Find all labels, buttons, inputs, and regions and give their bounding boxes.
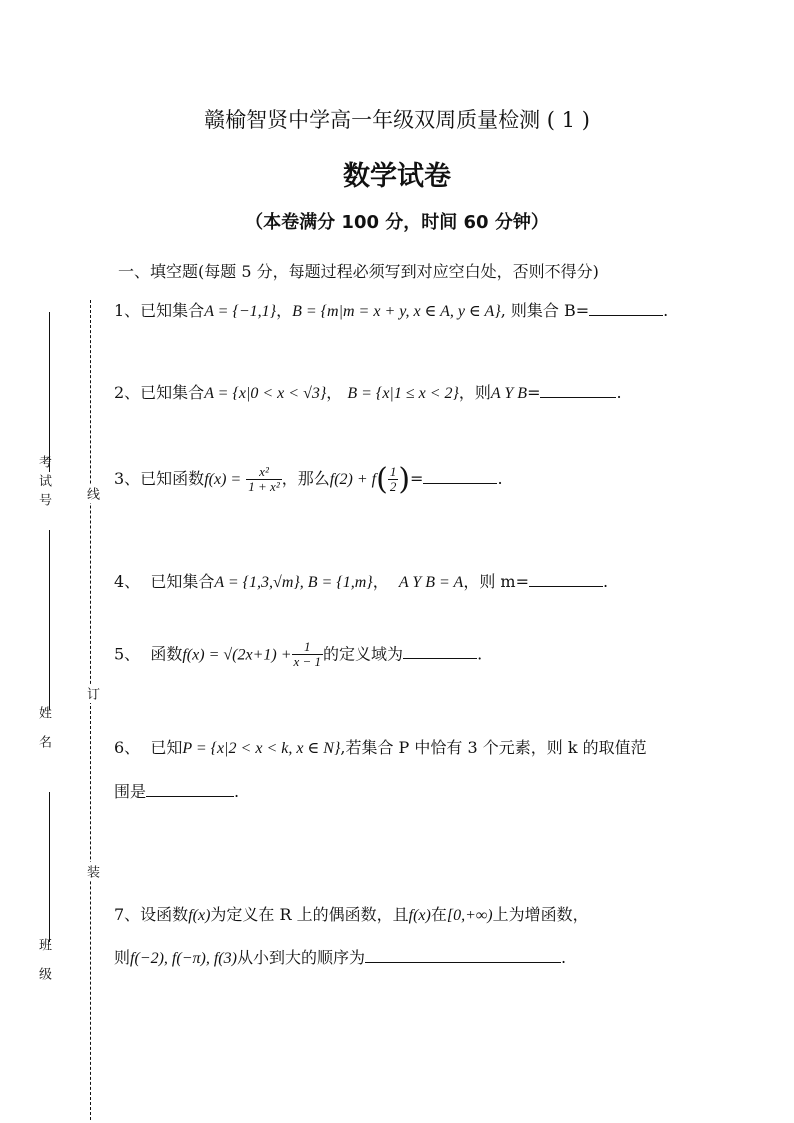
q7-prefix: 7、设函数 bbox=[114, 905, 189, 924]
binding-line-top bbox=[49, 312, 50, 472]
q2-set-b: B = {x|1 ≤ x < 2} bbox=[347, 385, 459, 402]
section-title: 一、填空题(每题 5 分，每题过程必须写到对应空白处，否则不得分) bbox=[118, 262, 599, 281]
q5-func: f(x) = √(2x+1) + bbox=[182, 646, 292, 664]
q3-fraction bbox=[246, 465, 281, 495]
q3-prefix: 3、已知函数 bbox=[114, 469, 205, 488]
q6-set: P = {x|2 < x < k, x ∈ N} bbox=[182, 740, 341, 757]
answer-blank-2[interactable] bbox=[540, 383, 616, 398]
q3-denominator: 1 + x² bbox=[248, 479, 280, 494]
q5-denominator: x − 1 bbox=[293, 654, 322, 670]
answer-blank-3[interactable] bbox=[423, 469, 497, 484]
q7-end: . bbox=[560, 948, 567, 967]
q6-prefix: 6、 已知 bbox=[114, 738, 183, 757]
cut-label-line: 线 bbox=[82, 484, 101, 503]
school-exam-title: 赣榆智贤中学高一年级双周质量检测 ( 1 ) bbox=[204, 108, 590, 132]
q5-suffix: 的定义域为 bbox=[323, 644, 404, 664]
q3-paren-close: ) bbox=[398, 462, 411, 497]
cut-line bbox=[90, 300, 91, 1120]
q4-cond: A Y B = A bbox=[398, 574, 464, 591]
q4-prefix: 4、 已知集合 bbox=[114, 572, 215, 591]
q1-set-b: B = {m|m = x + y, x ∈ A, y ∈ A} bbox=[292, 303, 501, 320]
q1-prefix: 1、已知集合 bbox=[114, 301, 205, 320]
q7-line2-prefix: 则 bbox=[114, 948, 131, 967]
q6-text: ,若集合 P 中恰有 3 个元素，则 k 的取值范 bbox=[340, 738, 647, 757]
cut-label-bind: 装 bbox=[82, 862, 101, 881]
q7-f1: f(x) bbox=[188, 907, 211, 924]
q5-prefix: 5、 函数 bbox=[114, 644, 183, 664]
q4-end: . bbox=[603, 572, 609, 591]
question-5 bbox=[114, 640, 482, 670]
subject-title: 数学试卷 bbox=[343, 161, 451, 192]
q1-set-a: A = {−1,1} bbox=[204, 303, 277, 320]
q3-paren-open: ( bbox=[376, 462, 388, 497]
q3-end: . bbox=[497, 469, 503, 488]
question-7-line-2 bbox=[114, 945, 566, 968]
q5-fraction bbox=[292, 640, 324, 670]
q3-suffix: = bbox=[410, 469, 424, 488]
q2-set-a: A = {x|0 < x < √3} bbox=[204, 385, 327, 402]
cut-label-order: 订 bbox=[82, 684, 101, 703]
q6-line2: 围是 bbox=[114, 782, 147, 801]
question-2: 2、已知集合A = {x|0 < x < √3}， B = {x|1 ≤ x < 2}，则A Y B= . bbox=[114, 383, 622, 402]
answer-blank-6[interactable] bbox=[146, 782, 234, 797]
q3-mid: ，那么 bbox=[281, 469, 330, 488]
answer-blank-1[interactable] bbox=[589, 301, 663, 316]
q7-f2: f(x) bbox=[408, 907, 431, 924]
q4-mid: ， bbox=[372, 572, 389, 591]
q2-prefix: 2、已知集合 bbox=[114, 383, 205, 402]
q7-vals: f(−2), f(−π), f(3) bbox=[130, 950, 237, 967]
question-3 bbox=[114, 462, 503, 497]
q1-suffix: , 则集合 B= bbox=[500, 301, 590, 320]
q3-numerator: x² bbox=[246, 465, 281, 480]
question-4 bbox=[114, 569, 608, 592]
q4-suffix: ，则 m= bbox=[463, 572, 529, 591]
field-exam-number-label: 考试号 bbox=[36, 455, 51, 512]
q3-expr: f(2) + f bbox=[329, 471, 377, 488]
q3-half-den: 2 bbox=[389, 479, 397, 494]
q3-func: f(x) = bbox=[204, 471, 242, 488]
q4-sets: A = {1,3,√m}, B = {1,m} bbox=[214, 574, 373, 591]
field-name-label: 姓 名 bbox=[36, 706, 51, 755]
q2-expr: A Y B bbox=[490, 385, 528, 402]
q5-end: . bbox=[477, 644, 483, 664]
q2-suffix: = bbox=[527, 383, 541, 402]
question-6-line-2 bbox=[114, 779, 239, 802]
answer-blank-5[interactable] bbox=[403, 644, 477, 659]
q7-text1: 为定义在 R 上的偶函数，且 bbox=[210, 905, 409, 924]
answer-blank-4[interactable] bbox=[529, 572, 603, 587]
q2-end: . bbox=[616, 383, 622, 402]
q7-text2: 在 bbox=[430, 905, 447, 924]
q7-text3: 上为增函数， bbox=[492, 905, 589, 924]
q3-half-num: 1 bbox=[389, 463, 397, 479]
field-class-label: 班 级 bbox=[36, 938, 51, 987]
q6-end: . bbox=[234, 782, 240, 801]
q2-mid: ，则 bbox=[458, 383, 491, 402]
binding-line-class bbox=[49, 792, 50, 942]
question-7 bbox=[114, 902, 589, 925]
answer-blank-7[interactable] bbox=[365, 948, 561, 963]
q7-line2-suffix: 从小到大的顺序为 bbox=[236, 948, 365, 967]
q1-end: . bbox=[663, 301, 669, 320]
question-6 bbox=[114, 735, 647, 758]
exam-info: （本卷满分 100 分，时间 60 分钟） bbox=[245, 212, 549, 233]
q5-numerator: 1 bbox=[292, 640, 324, 655]
binding-line-name bbox=[49, 530, 50, 710]
question-1: 1、已知集合A = {−1,1}，B = {m|m = x + y, x ∈ A, y ∈ A}, 则集合 B= . bbox=[114, 301, 669, 320]
q3-half bbox=[388, 465, 399, 495]
q7-interval: [0,+∞) bbox=[446, 907, 493, 924]
